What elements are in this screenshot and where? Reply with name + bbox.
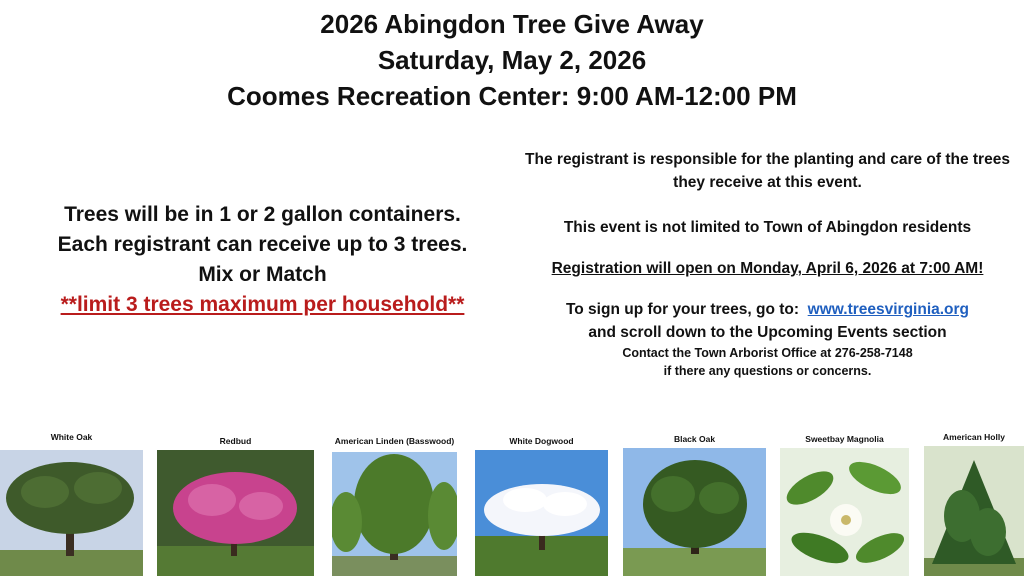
scroll-instruction: and scroll down to the Upcoming Events section: [588, 324, 947, 341]
contact-text: Contact the Town Arborist Office at 276-258-7148: [622, 346, 913, 360]
american-linden-photo: [332, 452, 457, 576]
registration-open-text: Registration will open on Monday, April 6, 2026 at 7:00 AM!: [551, 260, 984, 277]
signup-prefix: To sign up for your trees, go to:: [565, 301, 800, 318]
tree-card-redbud: [157, 434, 314, 448]
event-header: [0, 6, 1024, 114]
black-oak-photo: [623, 448, 766, 576]
tree-card-black-oak: [623, 432, 766, 446]
event-location-time: Coomes Recreation Center: 9:00 AM-12:00 PM: [227, 81, 797, 111]
tree-label: Sweetbay Magnolia: [805, 434, 884, 444]
tree-label: White Dogwood: [509, 436, 574, 446]
eligibility-text: This event is not limited to Town of Abingdon residents: [563, 219, 972, 236]
registration-info: [515, 148, 1020, 380]
tree-card-white-dogwood: [475, 434, 608, 448]
white-oak-photo: [0, 450, 143, 576]
sweetbay-magnolia-photo: [780, 448, 909, 576]
mix-match-text: Mix or Match: [198, 263, 327, 286]
tree-card-american-linden: [332, 434, 457, 448]
responsibility-text: The registrant is responsible for the planting and care of the trees they receive at this event.: [525, 151, 1010, 191]
treesvirginia-link[interactable]: www.treesvirginia.org: [807, 301, 970, 318]
tree-card-sweetbay-magnolia: [780, 432, 909, 446]
tree-label: American Holly: [943, 432, 1005, 442]
tree-label: American Linden (Basswood): [334, 436, 455, 446]
signup-line: [515, 298, 1020, 321]
tree-gallery: [0, 430, 1024, 576]
tree-label: White Oak: [50, 432, 93, 442]
container-size-text: Trees will be in 1 or 2 gallon containers.: [64, 203, 461, 226]
tree-label: Redbud: [219, 436, 252, 446]
redbud-photo: [157, 450, 314, 576]
tree-label: Black Oak: [673, 434, 716, 444]
white-dogwood-photo: [475, 450, 608, 576]
event-title: 2026 Abingdon Tree Give Away: [320, 9, 704, 39]
container-info: [20, 200, 505, 320]
tree-quantity-text: Each registrant can receive up to 3 trees.: [57, 233, 468, 256]
event-date: Saturday, May 2, 2026: [377, 45, 647, 75]
tree-card-american-holly: [924, 430, 1024, 444]
household-limit-text: **limit 3 trees maximum per household**: [60, 293, 465, 316]
questions-text: if there any questions or concerns.: [663, 364, 872, 378]
tree-card-white-oak: [0, 430, 143, 444]
american-holly-photo: [924, 446, 1024, 576]
